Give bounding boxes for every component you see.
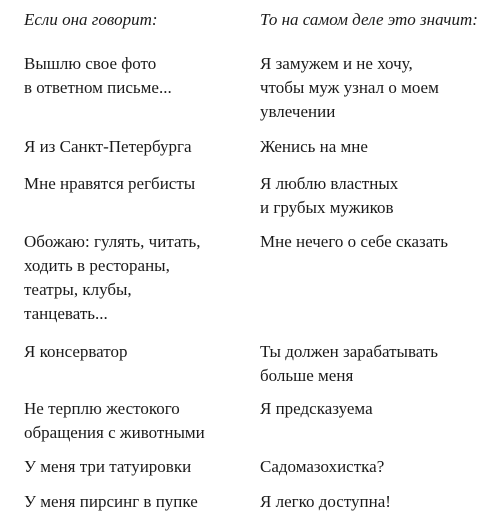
phrase-meaning: Я предсказуема (260, 399, 373, 418)
phrase-meaning: Я легко доступна! (260, 492, 391, 511)
column-header-she-says: Если она говорит: (24, 10, 158, 29)
phrase-meaning: Я люблю властных и грубых мужиков (260, 174, 399, 217)
phrase-she-says: Обожаю: гулять, читать, ходить в рестораны, театры, клубы, танцевать... (24, 232, 201, 323)
phrase-meaning: Я замужем и не хочу, чтобы муж узнал о моем увлечении (260, 54, 439, 121)
phrase-she-says: Я из Санкт-Петербурга (24, 137, 192, 156)
phrase-meaning: Ты должен зарабатывать больше меня (260, 342, 439, 385)
phrase-she-says: Не терплю жестокого обращения с животными (24, 399, 205, 442)
phrase-she-says: У меня пирсинг в пупке (24, 492, 198, 511)
phrase-meaning: Садомазохистка? (260, 457, 385, 476)
phrase-she-says: Я консерватор (24, 342, 128, 361)
phrase-she-says: У меня три татуировки (24, 457, 192, 476)
phrase-she-says: Вышлю свое фото в ответном письме... (24, 54, 172, 97)
phrase-she-says: Мне нравятся регбисты (24, 174, 196, 193)
phrase-meaning: Мне нечего о себе сказать (260, 232, 448, 251)
phrase-meaning: Женись на мне (260, 137, 368, 156)
column-header-actually-means: То на самом деле это значит: (260, 10, 478, 29)
